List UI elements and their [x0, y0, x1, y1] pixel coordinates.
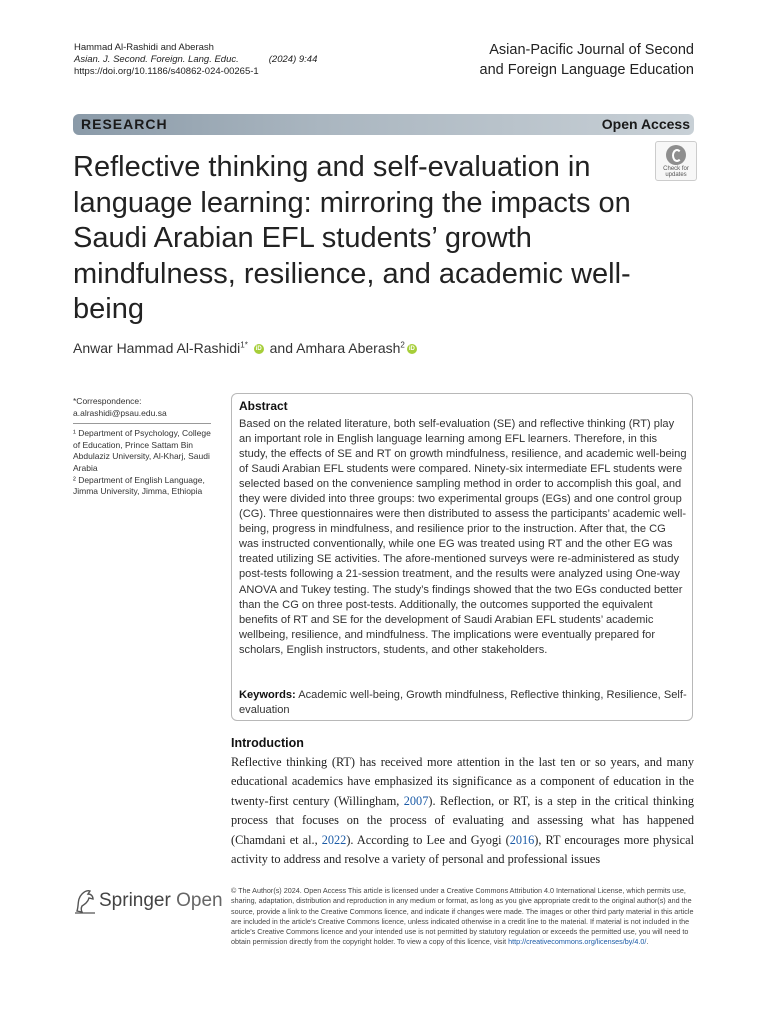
publisher-open: Open [176, 890, 223, 911]
author-list [73, 340, 419, 356]
journal-name [480, 40, 694, 80]
abstract-heading: Abstract [239, 399, 288, 413]
intro-text-part: Reflective thinking (RT) has received more attention in the last ten or so years, and many educational academics have emphasized its significance as a component of education in the twenty-first century (Willingham, [231, 755, 694, 808]
section-banner [73, 114, 694, 135]
section-label: RESEARCH [81, 116, 168, 132]
header-volume: (2024) 9:44 [268, 54, 318, 65]
orcid-icon[interactable]: iD [408, 346, 415, 353]
publisher-name [99, 890, 223, 912]
affiliation-2: ² Department of English Language, Jimma University, Jimma, Ethiopia [73, 474, 205, 497]
citation-link[interactable]: 2022 [321, 832, 347, 847]
author-1: Anwar Hammad Al-Rashidi [73, 340, 241, 356]
orcid-icon[interactable]: iD [255, 346, 262, 353]
license-end: . [646, 937, 649, 947]
license-text: © The Author(s) 2024. Open Access This article is licensed under a Creative Commons Attribution 4.0 International License, which permits use, sharing, adaptation, distribution and reproduction in any medium or format, as long as you give appropriate credit to the original author(s) and the source, provide a link to the Creative Commons licence, and indicate if changes were made. The images or other third party material in this article are included in the article’s Creative Commons licence, unless indicated otherwise in a credit line to the material. If material is not included in the article’s Creative Commons licence and your intended use is not permitted by statutory regulation or exceeds the permitted use, you will need to obtain permission directly from the copyright holder. To view a copy of this licence, visit [231, 886, 694, 947]
introduction-heading: Introduction [231, 736, 304, 750]
author-connector: and [265, 340, 297, 356]
header-authors: Hammad Al-Rashidi and Aberash [74, 42, 214, 53]
article-title: Reflective thinking and self-evaluation in language learning: mirroring the impacts on Saudi Arabian EFL students’ growth mindfulness, resilience, and academic well-being [73, 151, 631, 325]
open-access-label: Open Access [601, 116, 690, 132]
check-for-updates-badge[interactable] [655, 141, 697, 181]
affiliation-divider [73, 423, 211, 424]
citation-link[interactable]: 2016 [509, 832, 535, 847]
intro-text-part: ), RT encourages more physical activity to address and resolve a variety of personal and professional issues [231, 832, 695, 867]
running-header [74, 42, 317, 78]
license-notice [231, 886, 696, 948]
check-for-updates-line2: updates [665, 172, 687, 178]
author-1-sup: 1* [240, 340, 248, 350]
author-2: Amhara Aberash [296, 340, 401, 356]
keywords [239, 688, 687, 718]
intro-text-part: ). According to Lee and Gyogi ( [346, 832, 510, 847]
intro-text-part: ). Reflection, or RT, is a step in the critical thinking process that focuses on the process of evaluating and assessing what has happened (Chamdani et al., [231, 793, 694, 847]
check-for-updates-line1: Check for [663, 166, 689, 172]
header-journal-name: Asian. J. Second. Foreign. Lang. Educ. [74, 54, 239, 65]
keywords-label: Keywords: [239, 689, 296, 701]
author-2-sup: 2 [400, 340, 405, 350]
abstract-box [231, 393, 693, 721]
springer-horse-icon [73, 887, 97, 915]
publisher-springer: Springer [99, 890, 171, 911]
journal-name-line2: and Foreign Language Education [479, 62, 694, 78]
affiliation-1: ¹ Department of Psychology, College of Education, Prince Sattam Bin Abdulaziz University, Al-Kharj, Saudi Arabia [73, 428, 211, 473]
license-link[interactable]: http://creativecommons.org/licenses/by/4.0/ [508, 937, 647, 947]
introduction-paragraph [231, 753, 694, 869]
correspondence-email[interactable]: a.alrashidi@psau.edu.sa [73, 407, 167, 418]
correspondence-label: *Correspondence: [73, 396, 142, 406]
journal-name-line1: Asian-Pacific Journal of Second [489, 42, 694, 58]
header-journal-cite [74, 54, 317, 66]
check-for-updates-icon [666, 145, 686, 165]
citation-link[interactable]: 2007 [403, 793, 429, 808]
keywords-list: Academic well-being, Growth mindfulness, Reflective thinking, Resilience, Self-evaluation [239, 689, 687, 717]
affiliations [73, 396, 218, 498]
header-doi[interactable]: https://doi.org/10.1186/s40862-024-00265-1 [74, 66, 259, 77]
abstract-text: Based on the related literature, both self-evaluation (SE) and reflective thinking (RT) play an important role in English language learning among EFL learners. Therefore, in this study, the effects of SE and RT on growth mindfulness, resilience, and academic well-being of Saudi Arabian EFL students were compared. Ninety-six intermediate EFL students were selected based on the convenience sampling method in order to accomplish this goal, and they were divided into three groups: two experimental groups (EGs) and one control group (CG). Three questionnaires were then distributed to assess the participants’ academic well-being, progress in mindfulness, and resilience prior to the instruction. After that, the CG was instructed conventionally, while one EG was treated using RT and the other EG was treated utilizing SE activities. The afore-mentioned surveys were re-administered as study post-tests following a 21-session treatment, and the results were analyzed using One-way ANOVA and Tukey testing. The study’s findings showed that the two EGs conducted better than the CG on three post-tests. Additionally, the outcomes supported the equivalent benefits of RT and SE for the development of Saudi Arabian EFL students’ academic wellbeing, resilience, and mindfulness. The implications were eventually prepared for scholars, English instructors, students, and other stakeholders. [239, 418, 687, 656]
